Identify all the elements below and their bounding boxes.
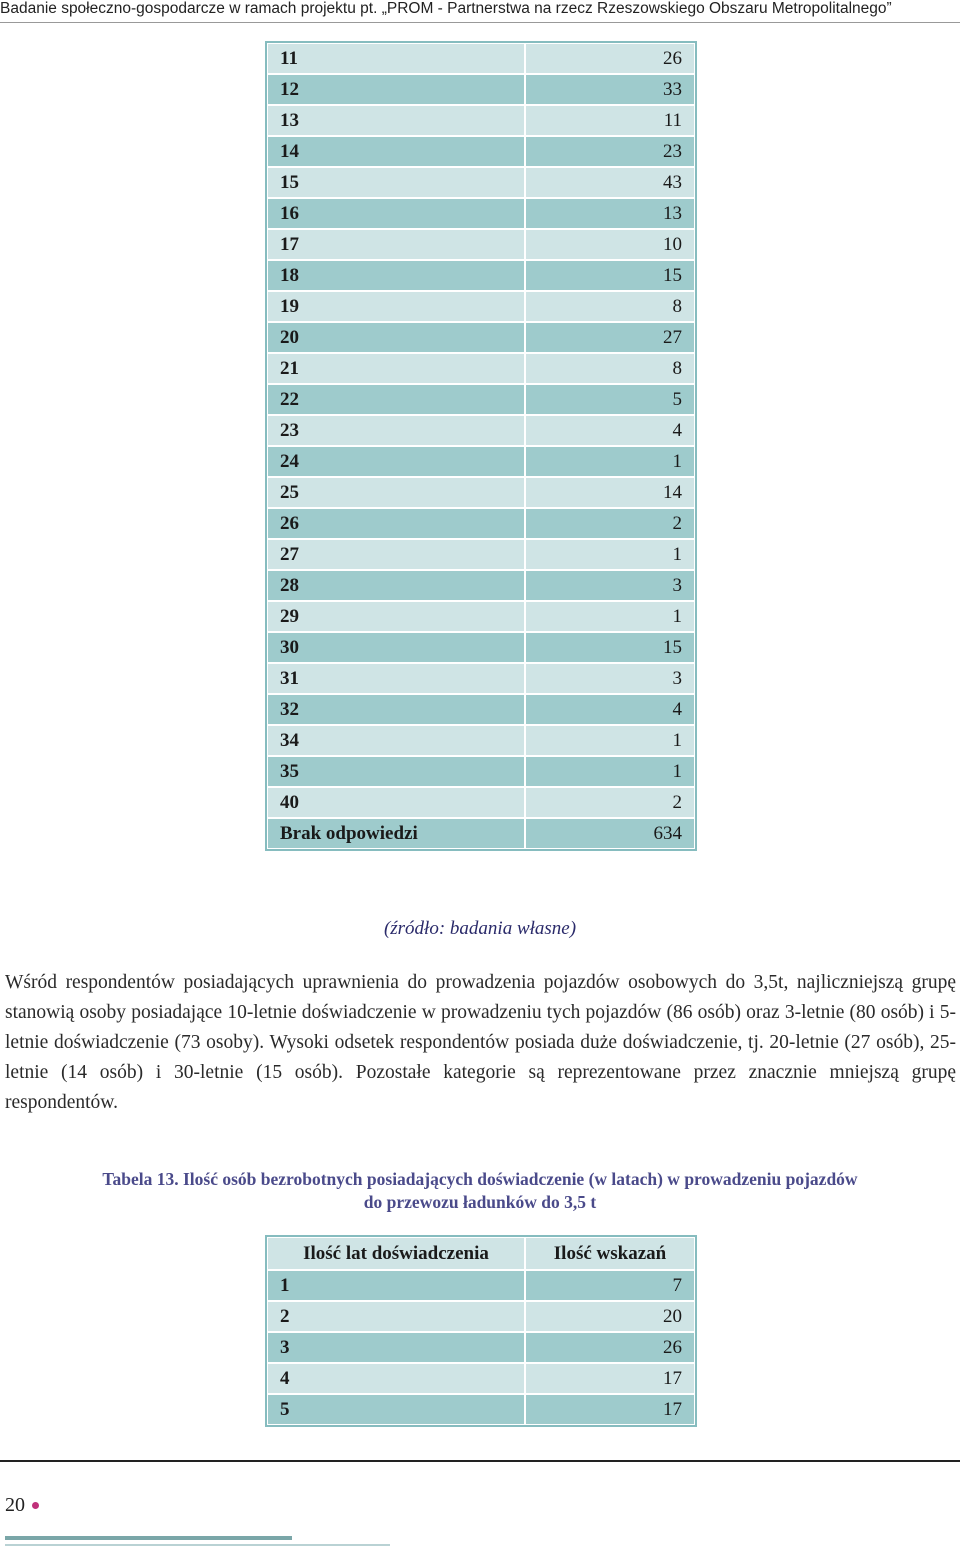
cell-key: 20 xyxy=(267,322,525,353)
cell-key: 12 xyxy=(267,74,525,105)
table-row xyxy=(267,663,695,694)
cell-key: 4 xyxy=(267,1363,525,1394)
cell-value: 5 xyxy=(525,384,695,415)
cell-key: 11 xyxy=(267,43,525,74)
cell-key: 32 xyxy=(267,694,525,725)
table-row xyxy=(267,105,695,136)
footer-decoration-line xyxy=(5,1544,390,1546)
cell-value: 634 xyxy=(525,818,695,849)
cell-key: 14 xyxy=(267,136,525,167)
cell-key: 19 xyxy=(267,291,525,322)
table-row xyxy=(267,508,695,539)
table-row xyxy=(267,1363,695,1394)
cell-key: 35 xyxy=(267,756,525,787)
page-number: 20 xyxy=(5,1494,25,1516)
cell-value: 20 xyxy=(525,1301,695,1332)
cell-value: 3 xyxy=(525,663,695,694)
cell-value: 1 xyxy=(525,756,695,787)
table-row xyxy=(267,415,695,446)
cell-key: 16 xyxy=(267,198,525,229)
cell-value: 11 xyxy=(525,105,695,136)
cell-key: 31 xyxy=(267,663,525,694)
cell-key: 23 xyxy=(267,415,525,446)
cell-key: 22 xyxy=(267,384,525,415)
table-row xyxy=(267,260,695,291)
table-header xyxy=(267,1237,695,1270)
running-header: Badanie społeczno-gospodarcze w ramach projektu pt. „PROM - Partnerstwa na rzecz Rzeszowskiego Obszaru Metropolitalnego” xyxy=(0,0,960,23)
cell-value: 2 xyxy=(525,508,695,539)
cell-value: 26 xyxy=(525,1332,695,1363)
cell-key: 21 xyxy=(267,353,525,384)
source-note: (źródło: badania własne) xyxy=(383,918,577,939)
table-row xyxy=(267,756,695,787)
table-row xyxy=(267,539,695,570)
cell-value: 17 xyxy=(525,1394,695,1425)
table-row xyxy=(267,1394,695,1425)
cell-key: 34 xyxy=(267,725,525,756)
cell-key: 28 xyxy=(267,570,525,601)
cell-key: 17 xyxy=(267,229,525,260)
caption-line-2: do przewozu ładunków do 3,5 t xyxy=(363,1192,597,1212)
cell-key: 15 xyxy=(267,167,525,198)
footer-divider xyxy=(0,1460,960,1462)
table-row xyxy=(267,570,695,601)
cell-key: 5 xyxy=(267,1394,525,1425)
cell-value: 43 xyxy=(525,167,695,198)
cell-value: 15 xyxy=(525,260,695,291)
cell-key: Brak odpowiedzi xyxy=(267,818,525,849)
cell-value: 8 xyxy=(525,291,695,322)
cell-key: 13 xyxy=(267,105,525,136)
table-row xyxy=(267,1332,695,1363)
cell-key: 30 xyxy=(267,632,525,663)
caption-line-1: Tabela 13. Ilość osób bezrobotnych posiadających doświadczenie (w latach) w prowadzeniu pojazdów xyxy=(102,1169,858,1189)
experience-table-continued xyxy=(265,41,697,851)
table-row xyxy=(267,167,695,198)
cell-value: 1 xyxy=(525,446,695,477)
table-row xyxy=(267,384,695,415)
cell-value: 10 xyxy=(525,229,695,260)
table-row xyxy=(267,1301,695,1332)
table-row xyxy=(267,198,695,229)
table-row xyxy=(267,787,695,818)
bullet-dot-icon xyxy=(32,1502,39,1509)
cell-value: 1 xyxy=(525,725,695,756)
cell-value: 33 xyxy=(525,74,695,105)
cell-key: 25 xyxy=(267,477,525,508)
cell-key: 24 xyxy=(267,446,525,477)
table-body xyxy=(267,1270,695,1425)
cell-value: 7 xyxy=(525,1270,695,1301)
cell-value: 1 xyxy=(525,601,695,632)
table-row xyxy=(267,353,695,384)
cell-key: 29 xyxy=(267,601,525,632)
cell-key: 26 xyxy=(267,508,525,539)
cell-value: 17 xyxy=(525,1363,695,1394)
table-row xyxy=(267,446,695,477)
table-row xyxy=(267,694,695,725)
column-header-years: Ilość lat doświadczenia xyxy=(267,1237,525,1270)
cell-key: 40 xyxy=(267,787,525,818)
cell-key: 18 xyxy=(267,260,525,291)
cell-value: 2 xyxy=(525,787,695,818)
table-row xyxy=(267,725,695,756)
body-paragraph: Wśród respondentów posiadających uprawnienia do prowadzenia pojazdów osobowych do 3,5t, najliczniejszą grupę stanowią osoby posiadające 10-letnie doświadczenie w prowadzeniu tych pojazdów (86 osób) oraz 3-letnie (80 osób) i 5-letnie doświadczenie (73 osoby). Wysoki odsetek respondentów posiada duże doświadczenie, tj. 20-letnie (27 osób), 25-letnie (14 osób) i 30-letnie (15 osób). Pozostałe kategorie są reprezentowane przez znacznie mniejszą grupę respondentów. xyxy=(5,972,956,1113)
footer-decoration-bar xyxy=(5,1536,292,1540)
cell-key: 27 xyxy=(267,539,525,570)
cell-value: 4 xyxy=(525,694,695,725)
cell-value: 8 xyxy=(525,353,695,384)
cell-value: 1 xyxy=(525,539,695,570)
table-row xyxy=(267,632,695,663)
table-row xyxy=(267,43,695,74)
cell-value: 13 xyxy=(525,198,695,229)
cell-key: 3 xyxy=(267,1332,525,1363)
table-caption xyxy=(20,1168,940,1214)
table-row xyxy=(267,1270,695,1301)
cell-value: 15 xyxy=(525,632,695,663)
cell-value: 26 xyxy=(525,43,695,74)
table-13 xyxy=(265,1235,697,1427)
cell-key: 1 xyxy=(267,1270,525,1301)
table-row xyxy=(267,229,695,260)
table-row xyxy=(267,322,695,353)
cell-value: 14 xyxy=(525,477,695,508)
table-row xyxy=(267,477,695,508)
cell-value: 3 xyxy=(525,570,695,601)
header-row xyxy=(267,1237,695,1270)
cell-value: 4 xyxy=(525,415,695,446)
table-row xyxy=(267,136,695,167)
table-row xyxy=(267,601,695,632)
table-row xyxy=(267,291,695,322)
column-header-count: Ilość wskazań xyxy=(525,1237,695,1270)
cell-value: 23 xyxy=(525,136,695,167)
cell-key: 2 xyxy=(267,1301,525,1332)
table-body xyxy=(267,43,695,849)
table-row xyxy=(267,818,695,849)
cell-value: 27 xyxy=(525,322,695,353)
table-row xyxy=(267,74,695,105)
